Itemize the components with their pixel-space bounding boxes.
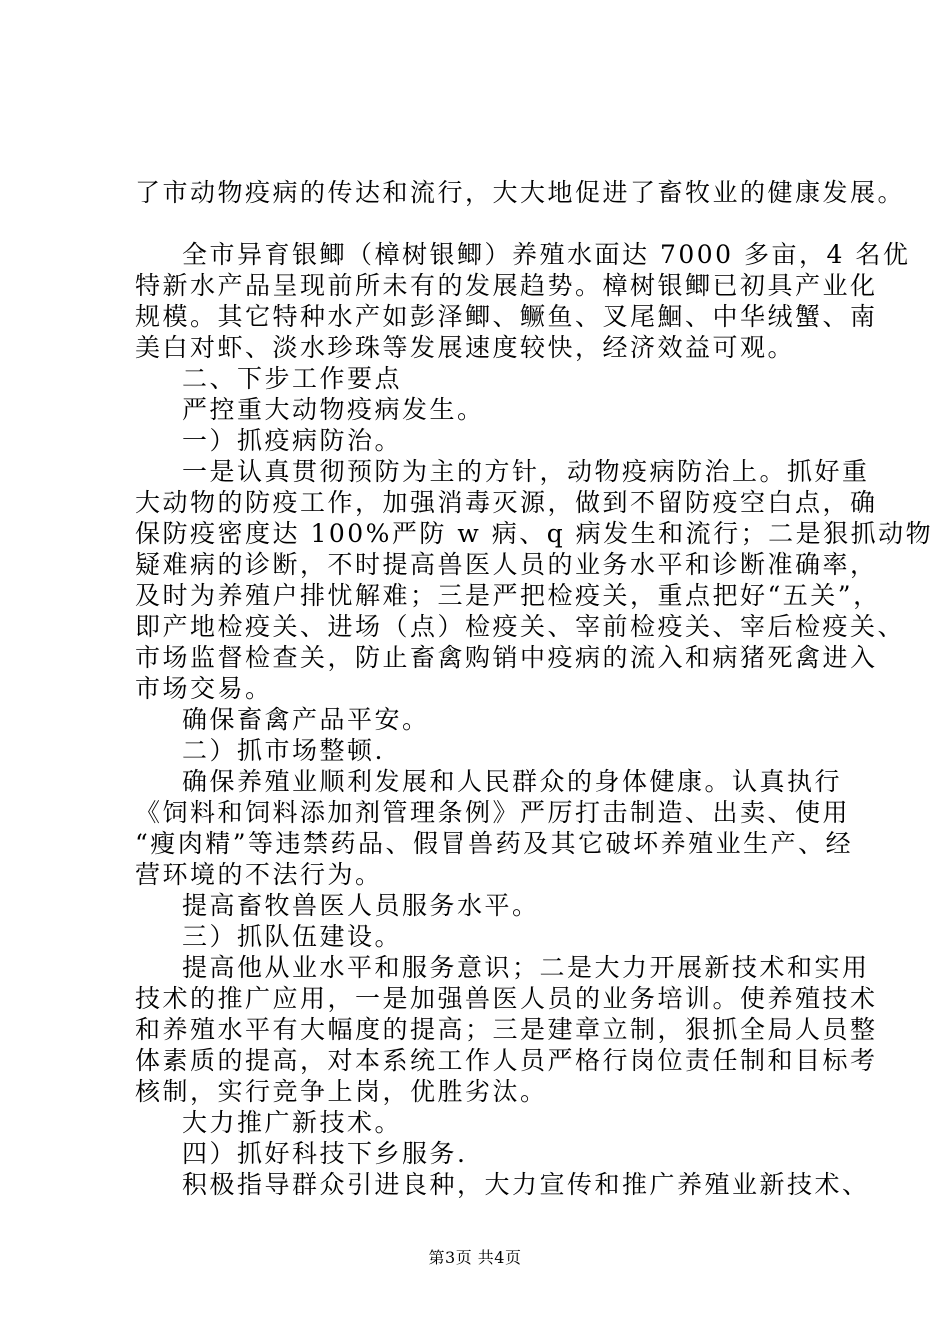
text-line: 大动物的防疫工作，加强消毒灭源，做到不留防疫空白点，确 [135,488,878,517]
text-line: 保防疫密度达 100%严防 w 病、q 病发生和流行；二是狠抓动物 [135,519,934,548]
text-line: 营环境的不法行为。 [135,860,383,889]
text-line: 疑难病的诊断，不时提高兽医人员的业务水平和诊断准确率， [135,550,878,579]
text-line: 和养殖水平有大幅度的提高；三是建章立制，狠抓全局人员整 [135,1015,878,1044]
text-line: 积极指导群众引进良种，大力宣传和推广养殖业新技术、 [182,1170,870,1199]
text-line: 即产地检疫关、进场（点）检疫关、宰前检疫关、宰后检疫关、 [135,612,906,641]
text-line: 技术的推广应用，一是加强兽医人员的业务培训。使养殖技术 [135,984,878,1013]
text-line: 了市动物疫病的传达和流行，大大地促进了畜牧业的健康发展。 [135,178,906,207]
text-line: 市场交易。 [135,674,273,703]
page-number-footer: 第3页 共4页 [428,1248,522,1267]
text-line: 美白对虾、淡水珍珠等发展速度较快，经济效益可观。 [135,333,796,362]
text-line: 核制，实行竞争上岗，优胜劣汰。 [135,1077,548,1106]
text-line: 全市异育银鲫（樟树银鲫）养殖水面达 7000 多亩，4 名优 [182,240,911,269]
subsection-heading: 二）抓市场整顿. [182,736,385,765]
text-line: 特新水产品呈现前所未有的发展趋势。樟树银鲫已初具产业化 [135,271,878,300]
subsection-heading: 三）抓队伍建设。 [182,922,403,951]
text-line: 严控重大动物疫病发生。 [182,395,485,424]
text-line: 大力推广新技术。 [182,1108,403,1137]
text-line: 提高畜牧兽医人员服务水平。 [182,891,540,920]
subsection-heading: 四）抓好科技下乡服务. [182,1139,468,1168]
text-line: 《饲料和饲料添加剂管理条例》严厉打击制造、出卖、使用 [135,798,851,827]
text-line: 确保养殖业顺利发展和人民群众的身体健康。认真执行 [182,767,843,796]
text-line: 一是认真贯彻预防为主的方针，动物疫病防治上。抓好重 [182,457,870,486]
text-line: 提高他从业水平和服务意识；二是大力开展新技术和实用 [182,953,870,982]
text-line: 体素质的提高，对本系统工作人员严格行岗位责任制和目标考 [135,1046,878,1075]
subsection-heading: 一）抓疫病防治。 [182,426,403,455]
section-heading: 二、下步工作要点 [182,364,403,393]
text-line: 市场监督检查关，防止畜禽购销中疫病的流入和病猪死禽进入 [135,643,878,672]
text-line: “瘦肉精”等违禁药品、假冒兽药及其它破坏养殖业生产、经 [135,829,854,858]
text-line: 及时为养殖户排忧解难；三是严把检疫关，重点把好“五关”， [135,581,881,610]
text-line: 规模。其它特种水产如彭泽鲫、鳜鱼、叉尾鮰、中华绒蟹、南 [135,302,878,331]
text-line: 确保畜禽产品平安。 [182,705,430,734]
